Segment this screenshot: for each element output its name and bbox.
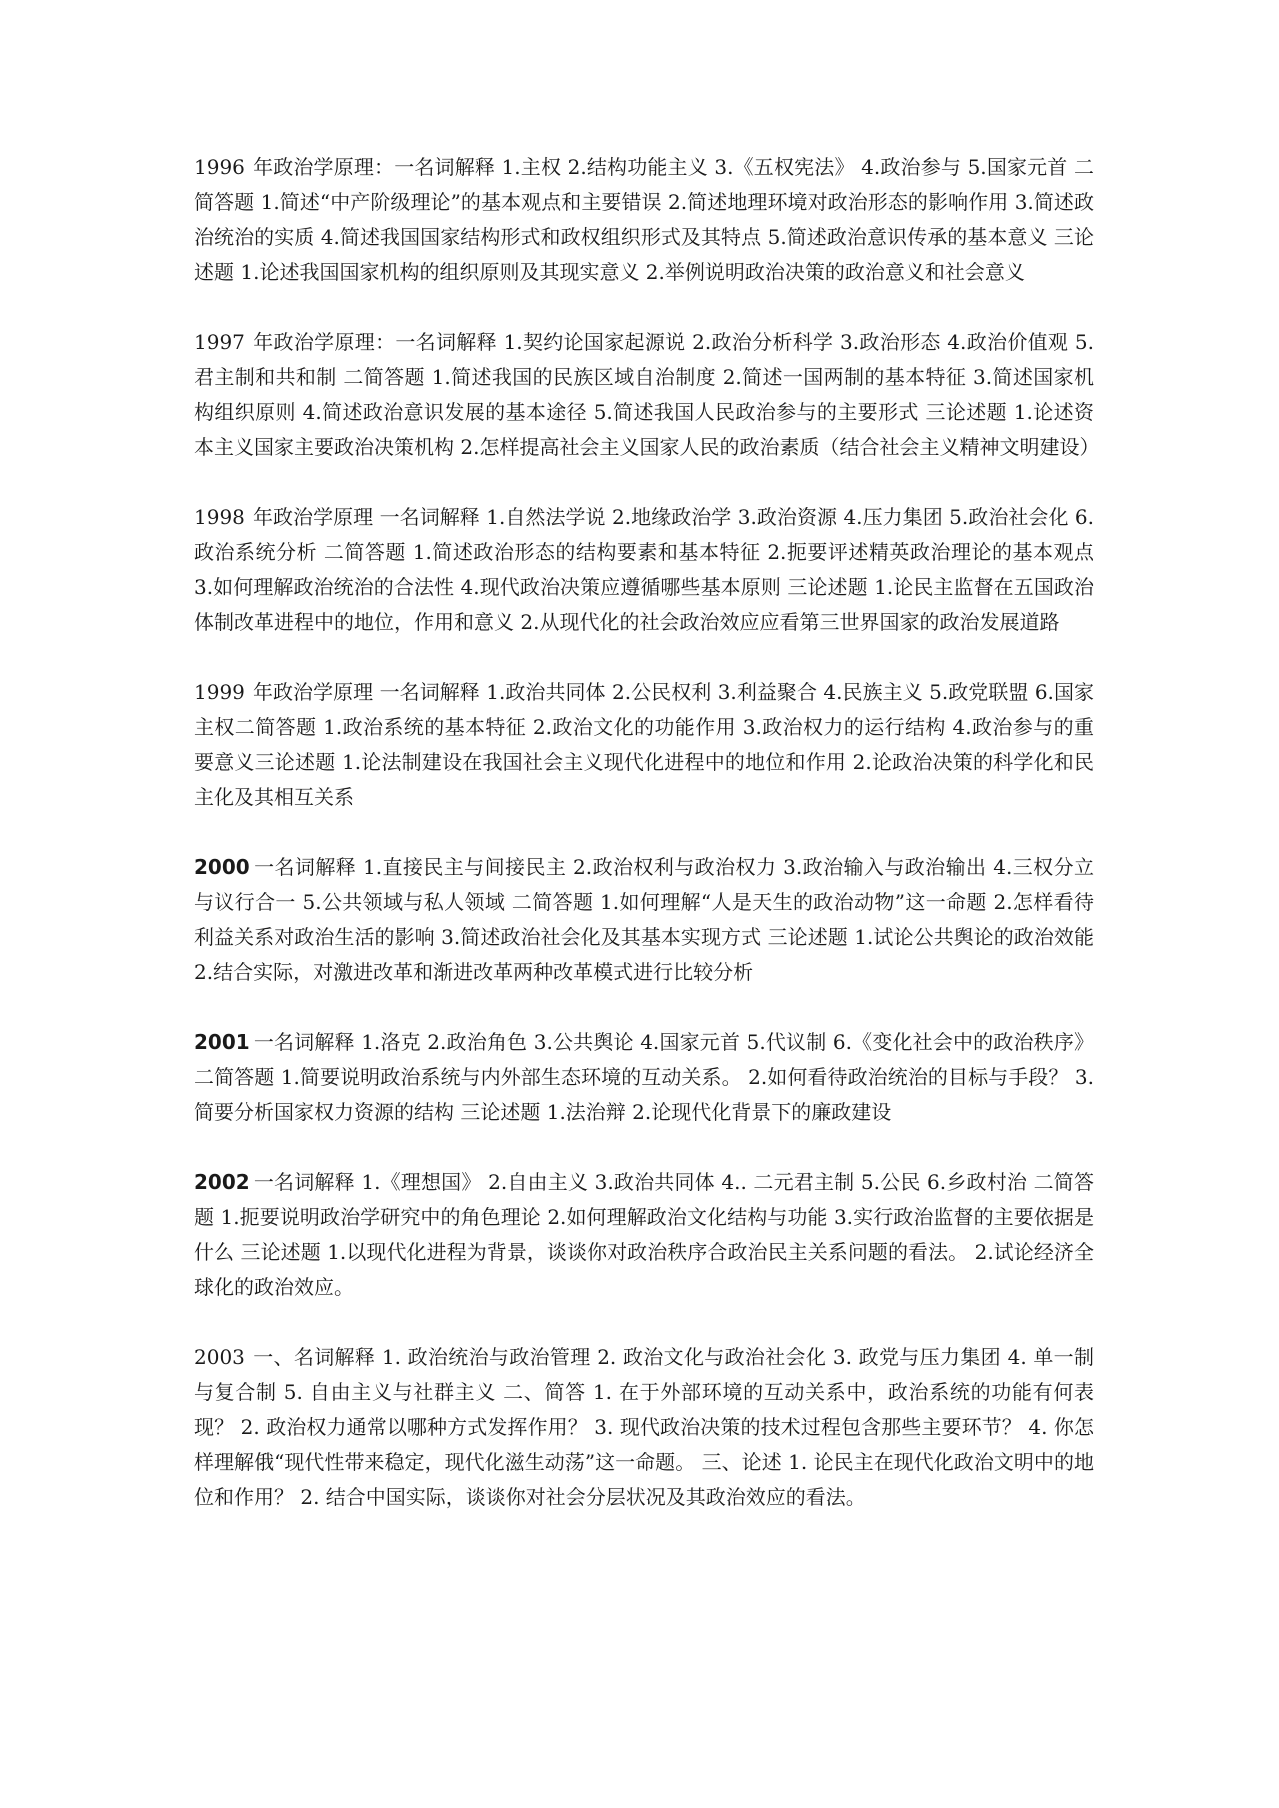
paragraph-text: 一、名词解释 1. 政治统治与政治管理 2. 政治文化与政治社会化 3. 政党与压力集团 4. 单一制与复合制 5. 自由主义与社群主义 二、简答 1. 在于外部环境的互动关系中，政治系统的功能有何表现？ 2. 政治权力通常以哪种方式发挥作用？ 3. 现代政治决策的技术过程包含那些主要环节？ 4. 你怎样理解俄“现代性带来稳定，现代化滋生动荡”这一命题。 三、论述 1. 论民主在现代化政治文明中的地位和作用？ 2. 结合中国实际，谈谈你对社会分层状况及其政治效应的看法。	[194, 1345, 1094, 1509]
year-label: 2001	[194, 1030, 250, 1054]
exam-paragraph-1998	[194, 500, 1094, 640]
document-page	[194, 150, 1100, 1550]
year-label: 1996	[194, 155, 245, 179]
year-label: 1999	[194, 680, 245, 704]
exam-paragraph-1997	[194, 325, 1100, 465]
paragraph-text: 年政治学原理：一名词解释 1.契约论国家起源说 2.政治分析科学 3.政治形态 4.政治价值观 5.君主制和共和制 二简答题 1.简述我国的民族区域自治制度 2.简述一国两制的基本特征 3.简述国家机构组织原则 4.简述政治意识发展的基本途径 5.简述我国人民政治参与的主要形式 三论述题 1.论述资本主义国家主要政治决策机构 2.怎样提高社会主义国家人民的政治素质（结合社会主义精神文明建设）	[194, 330, 1100, 459]
exam-paragraph-1996	[194, 150, 1094, 290]
year-label: 2002	[194, 1170, 250, 1194]
exam-paragraph-2001	[194, 1025, 1094, 1130]
year-label: 1998	[194, 505, 245, 529]
year-label: 2003	[194, 1345, 245, 1369]
exam-paragraph-1999	[194, 675, 1094, 815]
paragraph-text: 一名词解释 1.直接民主与间接民主 2.政治权利与政治权力 3.政治输入与政治输出 4.三权分立与议行合一 5.公共领域与私人领域 二简答题 1.如何理解“人是天生的政治动物”这一命题 2.怎样看待利益关系对政治生活的影响 3.简述政治社会化及其基本实现方式 三论述题 1.试论公共舆论的政治效能 2.结合实际，对激进改革和渐进改革两种改革模式进行比较分析	[194, 855, 1094, 984]
paragraph-text: 年政治学原理：一名词解释 1.主权 2.结构功能主义 3.《五权宪法》 4.政治参与 5.国家元首 二简答题 1.简述“中产阶级理论”的基本观点和主要错误 2.简述地理环境对政治形态的影响作用 3.简述政治统治的实质 4.简述我国国家结构形式和政权组织形式及其特点 5.简述政治意识传承的基本意义 三论述题 1.论述我国国家机构的组织原则及其现实意义 2.举例说明政治决策的政治意义和社会意义	[194, 155, 1094, 284]
exam-paragraph-2003	[194, 1340, 1094, 1515]
paragraph-text: 一名词解释 1.《理想国》 2.自由主义 3.政治共同体 4.. 二元君主制 5.公民 6.乡政村治 二简答题 1.扼要说明政治学研究中的角色理论 2.如何理解政治文化结构与功能 3.实行政治监督的主要依据是什么 三论述题 1.以现代化进程为背景，谈谈你对政治秩序合政治民主关系问题的看法。 2.试论经济全球化的政治效应。	[194, 1170, 1094, 1299]
exam-paragraph-2000	[194, 850, 1094, 990]
exam-paragraph-2002	[194, 1165, 1094, 1305]
year-label: 2000	[194, 855, 250, 879]
paragraph-text: 年政治学原理 一名词解释 1.自然法学说 2.地缘政治学 3.政治资源 4.压力集团 5.政治社会化 6.政治系统分析 二简答题 1.简述政治形态的结构要素和基本特征 2.扼要评述精英政治理论的基本观点 3.如何理解政治统治的合法性 4.现代政治决策应遵循哪些基本原则 三论述题 1.论民主监督在五国政治体制改革进程中的地位，作用和意义 2.从现代化的社会政治效应应看第三世界国家的政治发展道路	[194, 505, 1094, 634]
paragraph-text: 一名词解释 1.洛克 2.政治角色 3.公共舆论 4.国家元首 5.代议制 6.《变化社会中的政治秩序》 二简答题 1.简要说明政治系统与内外部生态环境的互动关系。 2.如何看待政治统治的目标与手段？ 3.简要分析国家权力资源的结构 三论述题 1.法治辩 2.论现代化背景下的廉政建设	[194, 1030, 1094, 1124]
year-label: 1997	[194, 330, 245, 354]
paragraph-text: 年政治学原理 一名词解释 1.政治共同体 2.公民权利 3.利益聚合 4.民族主义 5.政党联盟 6.国家主权二简答题 1.政治系统的基本特征 2.政治文化的功能作用 3.政治权力的运行结构 4.政治参与的重要意义三论述题 1.论法制建设在我国社会主义现代化进程中的地位和作用 2.论政治决策的科学化和民主化及其相互关系	[194, 680, 1094, 809]
